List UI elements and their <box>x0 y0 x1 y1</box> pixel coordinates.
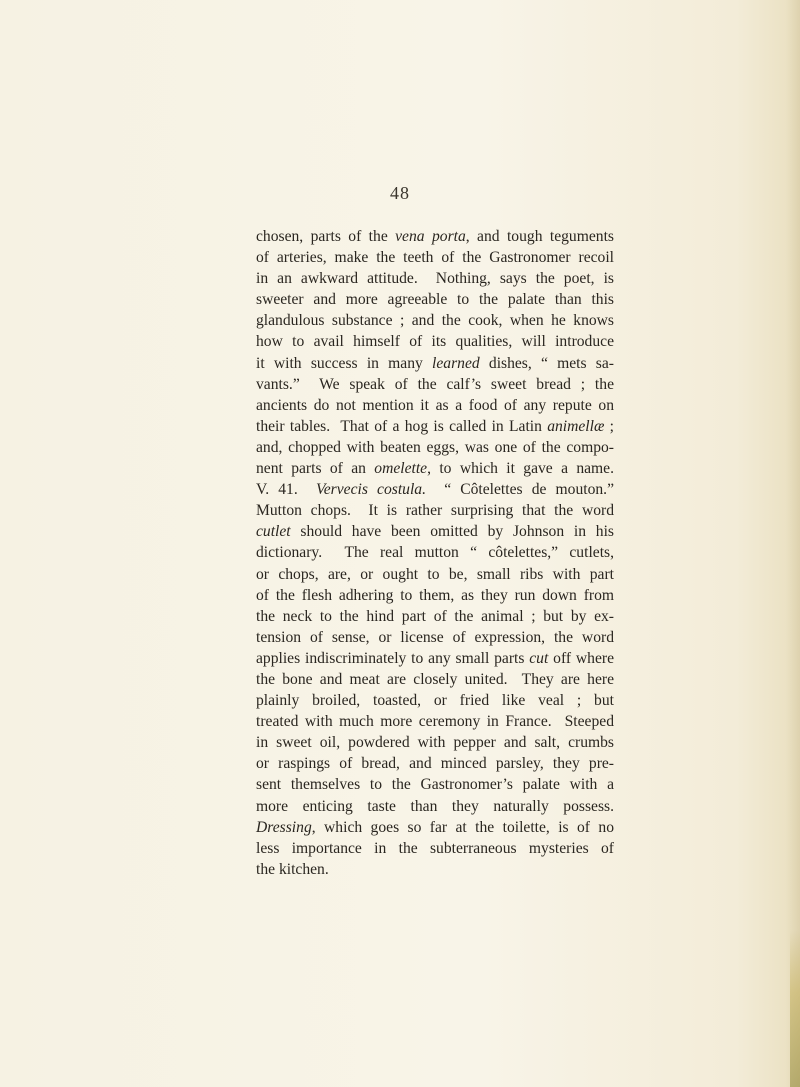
text-span: “ Côtelettes de mouton.” <box>425 481 614 499</box>
text-span: sent themselves to the Gastronomer’s palate with a <box>256 776 614 794</box>
text-span: it with success in many <box>256 354 433 372</box>
text-span: the kitchen. <box>256 860 329 878</box>
text-span: in an awkward attitude. Nothing, says the poet, is <box>256 270 614 288</box>
text-line <box>256 416 614 437</box>
text-span: , to which it gave a name. <box>427 460 615 478</box>
text-line <box>256 585 614 606</box>
text-span: of the flesh adhering to them, as they run down from <box>256 586 614 604</box>
italic-text-span: animellæ <box>547 417 605 435</box>
text-line <box>256 247 614 268</box>
body-text <box>256 226 614 880</box>
text-line <box>256 669 614 690</box>
text-line <box>256 627 614 648</box>
text-line <box>256 838 614 859</box>
italic-text-span: learned <box>432 354 480 372</box>
text-span: off where <box>548 649 614 667</box>
text-line <box>256 690 614 711</box>
text-line <box>256 226 614 247</box>
italic-text-span: vena porta <box>395 228 466 245</box>
text-span: vants.” We speak of the calf’s sweet bread ; the <box>256 375 614 393</box>
text-span: applies indiscriminately to any small parts <box>256 649 530 667</box>
text-span: dishes, “ mets sa- <box>479 354 614 372</box>
text-span: of arteries, make the teeth of the Gastronomer recoil <box>256 249 614 267</box>
italic-text-span: omelette <box>374 460 428 478</box>
text-span: less importance in the subterraneous mysteries of <box>256 839 614 857</box>
text-line <box>256 268 614 289</box>
text-line <box>256 395 614 416</box>
italic-text-span: Vervecis costula. <box>315 481 426 499</box>
italic-text-span: cut <box>529 649 549 667</box>
text-line <box>256 732 614 753</box>
text-span: or raspings of bread, and minced parsley, they pre- <box>256 755 614 773</box>
text-span: should have been omitted by Johnson in his <box>290 523 614 541</box>
text-span: glandulous substance ; and the cook, when he knows <box>256 312 614 330</box>
text-line <box>256 753 614 774</box>
text-span: Mutton chops. It is rather surprising that the word <box>256 502 614 520</box>
text-span: dictionary. The real mutton “ côtelettes,” cutlets, <box>256 544 614 562</box>
text-span: more enticing taste than they naturally possess. <box>256 797 614 815</box>
page-edge-stain <box>790 930 800 1087</box>
text-span: their tables. That of a hog is called in Latin <box>256 417 548 435</box>
text-span: chosen, parts of the <box>256 228 396 245</box>
text-span: V. 41. <box>256 481 316 499</box>
text-span: or chops, are, or ought to be, small ribs with part <box>256 565 614 583</box>
text-span: sweeter and more agreeable to the palate than this <box>256 291 614 309</box>
text-line <box>256 331 614 352</box>
text-line <box>256 437 614 458</box>
text-line <box>256 353 614 374</box>
text-line <box>256 564 614 585</box>
text-span: ; <box>604 417 614 435</box>
text-span: treated with much more ceremony in France. Steeped <box>256 713 614 731</box>
text-line <box>256 859 614 880</box>
text-span: and, chopped with beaten eggs, was one of the compo- <box>256 438 614 456</box>
text-line <box>256 374 614 395</box>
text-span: tension of sense, or license of expression, the word <box>256 628 614 646</box>
text-span: how to avail himself of its qualities, will introduce <box>256 333 614 351</box>
text-line <box>256 310 614 331</box>
text-line <box>256 542 614 563</box>
italic-text-span: cutlet <box>256 523 291 541</box>
text-span: , which goes so far at the toilette, is of no <box>311 818 614 836</box>
text-line <box>256 796 614 817</box>
text-span: ancients do not mention it as a food of any repute on <box>256 396 614 414</box>
text-line <box>256 289 614 310</box>
text-span: the neck to the hind part of the animal ; but by ex- <box>256 607 614 625</box>
italic-text-span: Dressing <box>256 818 312 836</box>
text-span: plainly broiled, toasted, or fried like veal ; but <box>256 692 614 710</box>
text-span: nent parts of an <box>256 460 375 478</box>
text-span: in sweet oil, powdered with pepper and salt, crumbs <box>256 734 614 752</box>
text-line <box>256 500 614 521</box>
text-span: , and tough teguments <box>465 228 614 245</box>
text-span: the bone and meat are closely united. They are here <box>256 670 614 688</box>
text-line <box>256 648 614 669</box>
text-line <box>256 521 614 542</box>
text-line <box>256 711 614 732</box>
text-line <box>256 606 614 627</box>
text-line <box>256 479 614 500</box>
text-line <box>256 458 614 479</box>
page-number: 48 <box>390 183 410 203</box>
text-line <box>256 774 614 795</box>
page-edge-shadow <box>786 0 800 1087</box>
text-line <box>256 817 614 838</box>
